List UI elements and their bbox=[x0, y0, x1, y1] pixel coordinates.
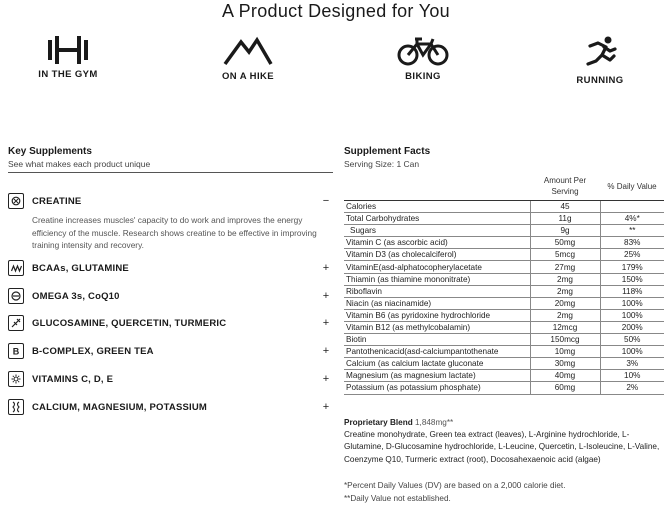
table-row bbox=[344, 273, 664, 285]
nutrient-name: Potassium (as potassium phosphate) bbox=[344, 382, 530, 394]
daily-value: 2% bbox=[600, 382, 664, 394]
activity-hike bbox=[188, 36, 308, 82]
activity-biking bbox=[363, 36, 483, 82]
daily-value: 100% bbox=[600, 297, 664, 309]
nutrient-name: Vitamin B6 (as pyridoxine hydrochloride bbox=[344, 309, 530, 321]
table-row bbox=[344, 225, 664, 237]
bicycle-icon bbox=[397, 36, 449, 66]
nutrient-name: Vitamin D3 (as cholecalciferol) bbox=[344, 249, 530, 261]
supplement-name: BCAAs, GLUTAMINE bbox=[32, 262, 129, 274]
amount-per-serving: 11g bbox=[530, 213, 600, 225]
activity-label: IN THE GYM bbox=[38, 69, 98, 80]
amount-per-serving: 2mg bbox=[530, 285, 600, 297]
activity-label: ON A HIKE bbox=[222, 71, 274, 82]
supplement-omega[interactable] bbox=[8, 286, 333, 306]
nutrient-name: Calcium (as calcium lactate gluconate bbox=[344, 358, 530, 370]
nutrient-name: Calories bbox=[344, 201, 530, 213]
runner-icon bbox=[580, 36, 620, 70]
activity-gym bbox=[8, 36, 128, 80]
daily-value: 150% bbox=[600, 273, 664, 285]
expand-toggle[interactable]: + bbox=[322, 344, 330, 357]
table-row bbox=[344, 321, 664, 333]
supplement-name: CREATINE bbox=[32, 195, 82, 207]
b-vitamin-icon bbox=[8, 343, 24, 359]
expand-toggle[interactable]: + bbox=[322, 261, 330, 274]
amount-per-serving: 2mg bbox=[530, 309, 600, 321]
molecule-icon bbox=[8, 193, 24, 209]
daily-value: 179% bbox=[600, 261, 664, 273]
sun-icon bbox=[8, 371, 24, 387]
table-row bbox=[344, 334, 664, 346]
supplement-name: B-COMPLEX, GREEN TEA bbox=[32, 345, 154, 357]
amount-per-serving: 50mg bbox=[530, 237, 600, 249]
table-row bbox=[344, 285, 664, 297]
amount-per-serving: 27mg bbox=[530, 261, 600, 273]
amount-per-serving: 40mg bbox=[530, 370, 600, 382]
amount-per-serving: 9g bbox=[530, 225, 600, 237]
table-row bbox=[344, 249, 664, 261]
amount-per-serving: 30mg bbox=[530, 358, 600, 370]
daily-value: 50% bbox=[600, 334, 664, 346]
supplement-name: CALCIUM, MAGNESIUM, POTASSIUM bbox=[32, 401, 208, 413]
nutrient-name: Pantothenicacid(asd-calciumpantothenate bbox=[344, 346, 530, 358]
supplement-bcaas[interactable] bbox=[8, 258, 333, 278]
expand-toggle[interactable]: + bbox=[322, 316, 330, 329]
nutrient-name: Niacin (as niacinamide) bbox=[344, 297, 530, 309]
proprietary-blend bbox=[344, 417, 666, 466]
amount-per-serving: 12mcg bbox=[530, 321, 600, 333]
nutrient-name: Vitamin B12 (as methylcobalamin) bbox=[344, 321, 530, 333]
serving-size: Serving Size: 1 Can bbox=[344, 159, 420, 169]
table-row bbox=[344, 261, 664, 273]
activity-label: BIKING bbox=[405, 71, 441, 82]
supplement-name: VITAMINS C, D, E bbox=[32, 373, 114, 385]
daily-value: 10% bbox=[600, 370, 664, 382]
daily-value: 118% bbox=[600, 285, 664, 297]
nutrient-name: VitaminE(asd-alphatocopherylacetate bbox=[344, 261, 530, 273]
table-row bbox=[344, 213, 664, 225]
svg-text:B: B bbox=[12, 346, 20, 356]
joint-icon bbox=[8, 315, 24, 331]
blend-label: Proprietary Blend bbox=[344, 418, 413, 427]
daily-value: 25% bbox=[600, 249, 664, 261]
amount-per-serving: 60mg bbox=[530, 382, 600, 394]
supplement-name: OMEGA 3s, CoQ10 bbox=[32, 290, 120, 302]
col-dv-header: % Daily Value bbox=[600, 173, 664, 201]
supplement-minerals[interactable] bbox=[8, 397, 333, 417]
table-row bbox=[344, 382, 664, 394]
nutrient-name: Riboflavin bbox=[344, 285, 530, 297]
expand-toggle[interactable]: + bbox=[322, 400, 330, 413]
page-headline: A Product Designed for You bbox=[222, 1, 450, 21]
nutrient-name: Thiamin (as thiamine mononitrate) bbox=[344, 273, 530, 285]
key-supplements-subtitle: See what makes each product unique bbox=[8, 159, 151, 169]
blend-ingredients: Creatine monohydrate, Green tea extract (leaves), L-Arginine hydrochloride, L-Glutamine, D-Glucosamine hydrochloride, L-Leucine, Quercetin, L-Isoleucine, L-Valine, Coenzyme Q10, Turmeric extract (root), Docosahexaenoic acid (algae) bbox=[344, 430, 660, 464]
activity-running bbox=[540, 36, 660, 86]
table-header-row bbox=[344, 173, 664, 201]
capsule-icon bbox=[8, 288, 24, 304]
supplement-facts-table bbox=[344, 173, 664, 395]
nutrient-name: Sugars bbox=[344, 225, 530, 237]
daily-value: 100% bbox=[600, 346, 664, 358]
daily-value: 3% bbox=[600, 358, 664, 370]
key-supplements-title: Key Supplements bbox=[8, 146, 92, 157]
daily-value: 4%* bbox=[600, 213, 664, 225]
amount-per-serving: 20mg bbox=[530, 297, 600, 309]
table-row bbox=[344, 358, 664, 370]
chain-icon bbox=[8, 260, 24, 276]
nutrient-name: Magnesium (as magnesium lactate) bbox=[344, 370, 530, 382]
supplement-facts-title: Supplement Facts bbox=[344, 146, 431, 157]
supplement-name: GLUCOSAMINE, QUERCETIN, TURMERIC bbox=[32, 317, 227, 329]
col-nutrient-header bbox=[344, 173, 530, 201]
table-row bbox=[344, 370, 664, 382]
daily-value: 200% bbox=[600, 321, 664, 333]
table-row bbox=[344, 346, 664, 358]
nutrient-name: Total Carbohydrates bbox=[344, 213, 530, 225]
amount-per-serving: 2mg bbox=[530, 273, 600, 285]
mountain-icon bbox=[223, 36, 273, 66]
daily-value: 100% bbox=[600, 309, 664, 321]
amount-per-serving: 5mcg bbox=[530, 249, 600, 261]
blend-amount: 1,848mg** bbox=[414, 418, 454, 427]
activity-label: RUNNING bbox=[576, 75, 624, 86]
footnote-dv: *Percent Daily Values (DV) are based on a 2,000 calorie diet. bbox=[344, 481, 566, 490]
supplement-creatine[interactable] bbox=[8, 191, 333, 252]
expand-toggle[interactable]: + bbox=[322, 289, 330, 302]
table-row bbox=[344, 309, 664, 321]
daily-value: ** bbox=[600, 225, 664, 237]
supplement-glucosamine[interactable] bbox=[8, 313, 333, 333]
expand-toggle[interactable]: + bbox=[322, 372, 330, 385]
nutrient-name: Biotin bbox=[344, 334, 530, 346]
daily-value bbox=[600, 201, 664, 213]
table-row bbox=[344, 297, 664, 309]
footnote-not-established: **Daily Value not established. bbox=[344, 494, 451, 503]
table-row bbox=[344, 237, 664, 249]
collapse-toggle[interactable]: − bbox=[322, 194, 330, 207]
nutrient-name: Vitamin C (as ascorbic acid) bbox=[344, 237, 530, 249]
amount-per-serving: 45 bbox=[530, 201, 600, 213]
supplement-vitamins[interactable] bbox=[8, 369, 333, 389]
bone-icon bbox=[8, 399, 24, 415]
supplement-description: Creatine increases muscles' capacity to do work and improves the energy efficiency of the muscle. Research shows creatine to be effective in improving training intensity and recovery. bbox=[32, 215, 317, 250]
amount-per-serving: 150mcg bbox=[530, 334, 600, 346]
table-row bbox=[344, 201, 664, 213]
divider bbox=[8, 172, 333, 173]
supplement-b-complex[interactable] bbox=[8, 341, 333, 361]
dumbbell-icon bbox=[45, 36, 91, 64]
amount-per-serving: 10mg bbox=[530, 346, 600, 358]
daily-value: 83% bbox=[600, 237, 664, 249]
col-amount-header: Amount Per Serving bbox=[530, 173, 600, 201]
